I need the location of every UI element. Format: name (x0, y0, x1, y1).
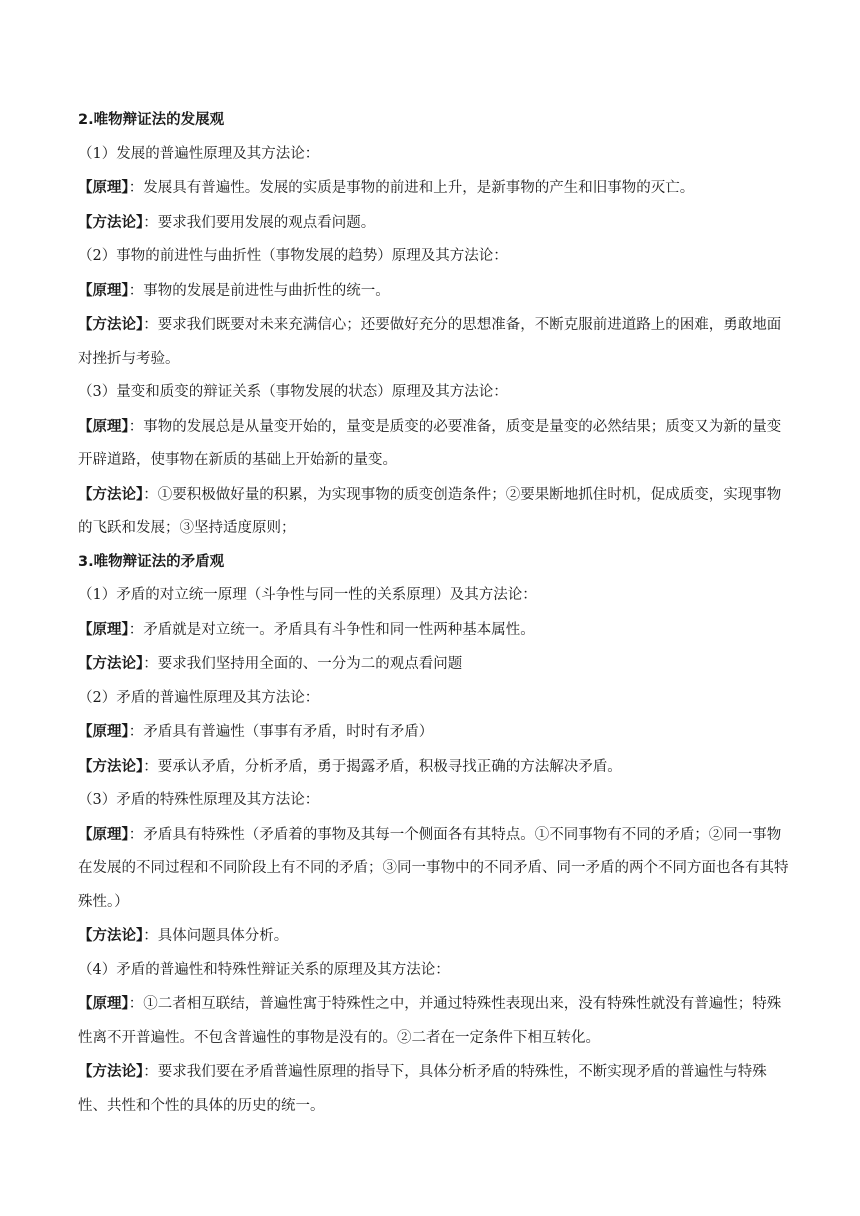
principle-paragraph (78, 987, 790, 1055)
principle-paragraph (78, 410, 790, 478)
subsection-title: （2）矛盾的普遍性原理及其方法论： (78, 689, 320, 706)
methodology-paragraph (78, 478, 790, 546)
principle-paragraph (78, 274, 790, 309)
principle-text: ：矛盾具有普遍性（事事有矛盾，时时有矛盾） (128, 724, 434, 740)
methodology-text: ：要承认矛盾，分析矛盾，勇于揭露矛盾，积极寻找正确的方法解决矛盾。 (143, 758, 622, 775)
section-heading-development: 2.唯物辩证法的发展观 (78, 112, 225, 128)
principle-tag: 【原理】 (78, 825, 129, 843)
principle-text: ：事物的发展是前进性与曲折性的统一。 (128, 282, 390, 299)
methodology-text: ：要求我们坚持用全面的、一分为二的观点看问题 (143, 656, 463, 672)
methodology-paragraph (78, 750, 790, 785)
principle-tag: 【原理】 (78, 620, 129, 638)
principle-text: ：矛盾具有特殊性（矛盾着的事物及其每一个侧面各有其特点。①不同事物有不同的矛盾；②同一事物在发展的不同过程和不同阶段上有不同的矛盾；③同一事物中的不同矛盾、同一矛盾的两个不同方面也各有其特殊性。） (78, 826, 789, 910)
principle-tag: 【原理】 (78, 281, 129, 299)
methodology-text: ：具体问题具体分析。 (143, 928, 289, 944)
methodology-text: ：要求我们既要对未来充满信心；还要做好充分的思想准备，不断克服前进道路上的困难，勇敢地面对挫折与考验。 (78, 317, 782, 367)
subsection-title: （4）矛盾的普遍性和特殊性辩证关系的原理及其方法论： (78, 961, 450, 978)
methodology-text: ：要求我们要用发展的观点看问题。 (143, 214, 376, 231)
principle-text: ：矛盾就是对立统一。矛盾具有斗争性和同一性两种基本属性。 (128, 621, 535, 638)
subsection-title: （3）矛盾的特殊性原理及其方法论： (78, 792, 320, 808)
subsection-title: （2）事物的前进性与曲折性（事物发展的趋势）原理及其方法论： (78, 248, 508, 264)
subsection-title: （1）发展的普遍性原理及其方法论： (78, 145, 320, 162)
subsection-title: （3）量变和质变的辩证关系（事物发展的状态）原理及其方法论： (78, 384, 508, 400)
methodology-tag: 【方法论】 (78, 213, 144, 231)
principle-paragraph (78, 171, 790, 206)
methodology-tag: 【方法论】 (78, 485, 144, 503)
principle-tag: 【原理】 (78, 417, 129, 435)
document-body (78, 104, 790, 1123)
principle-tag: 【原理】 (78, 723, 129, 740)
methodology-tag: 【方法论】 (78, 655, 144, 672)
methodology-tag: 【方法论】 (78, 1063, 144, 1080)
subsection-title: （1）矛盾的对立统一原理（斗争性与同一性的关系原理）及其方法论： (78, 587, 537, 603)
methodology-paragraph (78, 919, 790, 954)
methodology-paragraph (78, 647, 790, 682)
methodology-paragraph (78, 1055, 790, 1123)
methodology-tag: 【方法论】 (78, 757, 144, 775)
methodology-paragraph (78, 308, 790, 376)
principle-text: ：事物的发展总是从量变开始的，量变是质变的必要准备，质变是量变的必然结果；质变又为新的量变开辟道路，使事物在新质的基础上开始新的量变。 (78, 418, 782, 468)
methodology-text: ：①要积极做好量的积累，为实现事物的质变创造条件；②要果断地抓住时机，促成质变，实现事物的飞跃和发展；③坚持适度原则； (78, 486, 782, 536)
principle-tag: 【原理】 (78, 179, 129, 196)
principle-paragraph (78, 613, 790, 648)
methodology-tag: 【方法论】 (78, 927, 144, 944)
principle-text: ：发展具有普遍性。发展的实质是事物的前进和上升，是新事物的产生和旧事物的灭亡。 (128, 180, 695, 196)
principle-paragraph (78, 715, 790, 750)
section-heading-contradiction: 3.唯物辩证法的矛盾观 (78, 553, 225, 570)
principle-tag: 【原理】 (78, 995, 129, 1012)
principle-text: ：①二者相互联结，普遍性寓于特殊性之中，并通过特殊性表现出来，没有特殊性就没有普遍性；特殊性离不开普遍性。不包含普遍性的事物是没有的。②二者在一定条件下相互转化。 (78, 996, 782, 1046)
methodology-paragraph (78, 206, 790, 241)
methodology-text: ：要求我们要在矛盾普遍性原理的指导下，具体分析矛盾的特殊性，不断实现矛盾的普遍性与特殊性、共性和个性的具体的历史的统一。 (78, 1064, 767, 1114)
methodology-tag: 【方法论】 (78, 316, 144, 333)
principle-paragraph (78, 818, 790, 920)
